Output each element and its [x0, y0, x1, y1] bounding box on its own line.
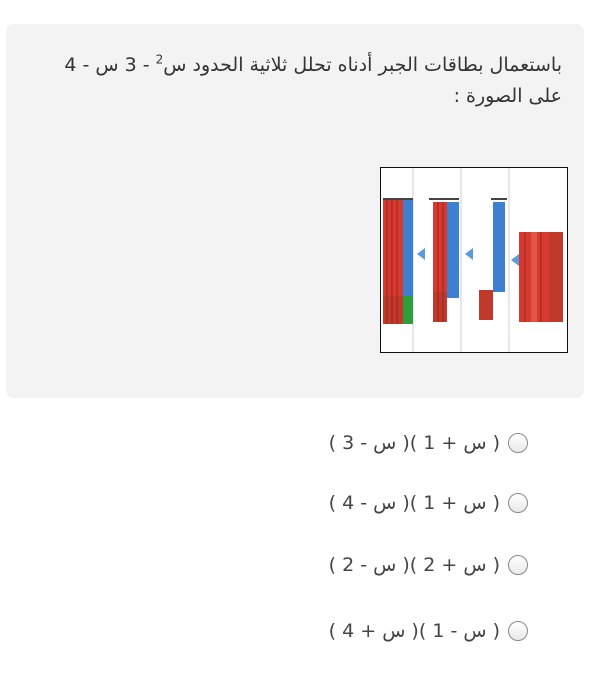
question-card	[6, 24, 584, 398]
question-power: 2	[155, 52, 164, 67]
algebra-tiles-figure	[380, 167, 568, 353]
option-4[interactable]	[329, 616, 528, 646]
option-1[interactable]	[329, 428, 528, 458]
question-text-part2: - 3 س - 4 على الصورة :	[64, 54, 562, 107]
radio-button-icon[interactable]	[508, 433, 528, 453]
option-4-label: ( س - 1 )( س + 4 )	[328, 620, 500, 642]
option-3-label: ( س + 2 )( س - 2 )	[328, 554, 500, 576]
option-1-label: ( س + 1 )( س - 3 )	[328, 432, 500, 454]
option-2[interactable]	[329, 488, 528, 518]
radio-button-icon[interactable]	[508, 555, 528, 575]
option-2-label: ( س + 1 )( س - 4 )	[328, 492, 500, 514]
radio-button-icon[interactable]	[508, 493, 528, 513]
radio-button-icon[interactable]	[508, 621, 528, 641]
question-text	[32, 50, 562, 112]
option-3[interactable]	[329, 550, 528, 580]
algebra-tiles-image	[381, 168, 567, 352]
question-text-part1: باستعمال بطاقات الجبر أدناه تحلل ثلاثية الحدود س	[163, 54, 562, 76]
